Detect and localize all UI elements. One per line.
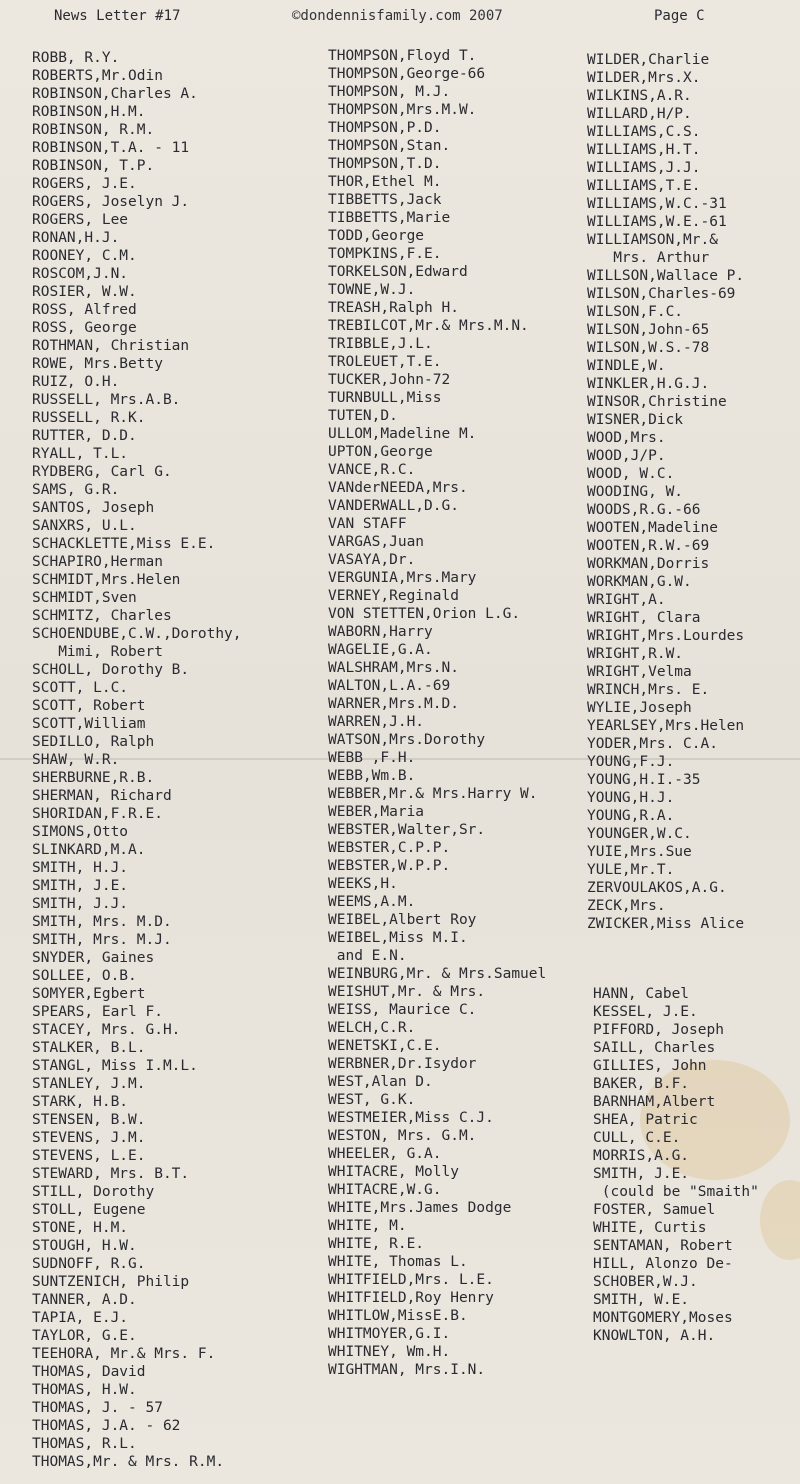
name-entry: CULL, C.E. [593, 1130, 681, 1146]
name-entry: YOUNG,H.J. [587, 790, 675, 806]
name-entry: YUIE,Mrs.Sue [587, 844, 692, 860]
name-entry: WRIGHT,Mrs.Lourdes [587, 628, 745, 644]
name-entry: TUCKER,John-72 [328, 372, 451, 388]
name-entry: WILLIAMS,C.S. [587, 124, 701, 140]
name-entry: WYLIE,Joseph [587, 700, 692, 716]
name-entry: THOMPSON,Mrs.M.W. [328, 102, 477, 118]
name-entry: Mimi, Robert [32, 644, 163, 660]
name-entry: THOMAS, David [32, 1364, 146, 1380]
name-entry: WILLIAMS,W.E.-61 [587, 214, 727, 230]
name-entry: SANTOS, Joseph [32, 500, 155, 516]
name-entry: SCHOENDUBE,C.W.,Dorothy, [32, 626, 242, 642]
name-entry: TIBBETTS,Marie [328, 210, 451, 226]
name-entry: WAGELIE,G.A. [328, 642, 433, 658]
name-entry: SMITH, Mrs. M.J. [32, 932, 172, 948]
name-entry: SCHMIDT,Mrs.Helen [32, 572, 181, 588]
name-entry: ROWE, Mrs.Betty [32, 356, 163, 372]
name-entry: WERBNER,Dr.Isydor [328, 1056, 477, 1072]
name-entry: THOMPSON,P.D. [328, 120, 442, 136]
name-entry: SCOTT, Robert [32, 698, 146, 714]
name-entry: SUNTZENICH, Philip [32, 1274, 190, 1290]
name-entry: THOMPSON,T.D. [328, 156, 442, 172]
name-entry: ULLOM,Madeline M. [328, 426, 477, 442]
name-entry: WILLARD,H/P. [587, 106, 692, 122]
name-entry: RUIZ, O.H. [32, 374, 120, 390]
name-entry: WILLIAMS,T.E. [587, 178, 701, 194]
name-entry: ROGERS, Lee [32, 212, 129, 228]
name-entry: PIFFORD, Joseph [593, 1022, 724, 1038]
name-entry: TAYLOR, G.E. [32, 1328, 137, 1344]
name-entry: THOMPSON,George-66 [328, 66, 486, 82]
name-entry: ROSIER, W.W. [32, 284, 137, 300]
name-entry: ROSCOM,J.N. [32, 266, 129, 282]
name-entry: KNOWLTON, A.H. [593, 1328, 716, 1344]
name-entry: WILDER,Mrs.X. [587, 70, 701, 86]
name-entry: WEIBEL,Albert Roy [328, 912, 477, 928]
name-entry: VAN STAFF [328, 516, 407, 532]
name-entry: WHITLOW,MissE.B. [328, 1308, 468, 1324]
name-entry: WOODING, W. [587, 484, 684, 500]
name-entry: STEVENS, J.M. [32, 1130, 146, 1146]
name-entry: WHITE, Thomas L. [328, 1254, 468, 1270]
name-entry: WARREN,J.H. [328, 714, 425, 730]
name-entry: THOMAS, R.L. [32, 1436, 137, 1452]
name-entry: SAMS, G.R. [32, 482, 120, 498]
name-entry: STEWARD, Mrs. B.T. [32, 1166, 190, 1182]
name-entry: WOOD,Mrs. [587, 430, 666, 446]
name-entry: WHITFIELD,Mrs. L.E. [328, 1272, 494, 1288]
name-entry: TREBILCOT,Mr.& Mrs.M.N. [328, 318, 529, 334]
name-entry: YOUNGER,W.C. [587, 826, 692, 842]
name-entry: STACEY, Mrs. G.H. [32, 1022, 181, 1038]
name-entry: YEARLSEY,Mrs.Helen [587, 718, 745, 734]
name-entry: VARGAS,Juan [328, 534, 425, 550]
name-column-1 [32, 49, 242, 1471]
name-entry: THOMAS, J.A. - 62 [32, 1418, 181, 1434]
name-entry: SCHOLL, Dorothy B. [32, 662, 190, 678]
name-entry: BAKER, B.F. [593, 1076, 690, 1092]
name-entry: THOMAS,Mr. & Mrs. R.M. [32, 1454, 225, 1470]
name-entry: STOLL, Eugene [32, 1202, 146, 1218]
name-entry: SCOTT, L.C. [32, 680, 129, 696]
name-entry: VON STETTEN,Orion L.G. [328, 606, 521, 622]
name-entry: WEBBER,Mr.& Mrs.Harry W. [328, 786, 538, 802]
name-entry: THOMPSON, M.J. [328, 84, 451, 100]
name-entry: KESSEL, J.E. [593, 1004, 698, 1020]
name-column-3 [587, 51, 744, 933]
name-entry: STILL, Dorothy [32, 1184, 155, 1200]
name-entry: MONTGOMERY,Moses [593, 1310, 733, 1326]
newsletter-title: News Letter #17 [54, 8, 181, 24]
name-entry: WHITACRE,W.G. [328, 1182, 442, 1198]
name-entry: SMITH, J.J. [32, 896, 129, 912]
name-entry: RUSSELL, R.K. [32, 410, 146, 426]
name-entry: STEVENS, L.E. [32, 1148, 146, 1164]
name-entry: ROBINSON,T.A. - 11 [32, 140, 190, 156]
name-entry: RUTTER, D.D. [32, 428, 137, 444]
name-entry: WOOD,J/P. [587, 448, 666, 464]
name-entry: WATSON,Mrs.Dorothy [328, 732, 486, 748]
name-entry: ROBB, R.Y. [32, 50, 120, 66]
name-entry: WOOTEN,R.W.-69 [587, 538, 710, 554]
name-entry: STANLEY, J.M. [32, 1076, 146, 1092]
name-entry: WILLIAMS,W.C.-31 [587, 196, 727, 212]
name-entry: WILKINS,A.R. [587, 88, 692, 104]
name-entry: Mrs. Arthur [587, 250, 710, 266]
name-entry: THOMPSON,Stan. [328, 138, 451, 154]
name-entry: TAPIA, E.J. [32, 1310, 129, 1326]
name-entry: UPTON,George [328, 444, 433, 460]
name-entry: SMITH, Mrs. M.D. [32, 914, 172, 930]
name-entry: SPEARS, Earl F. [32, 1004, 163, 1020]
name-entry: WINDLE,W. [587, 358, 666, 374]
name-entry: SLINKARD,M.A. [32, 842, 146, 858]
name-entry: VANDERWALL,D.G. [328, 498, 459, 514]
name-entry: SNYDER, Gaines [32, 950, 155, 966]
name-entry: WEEKS,H. [328, 876, 398, 892]
name-entry: WOODS,R.G.-66 [587, 502, 701, 518]
name-entry: THOR,Ethel M. [328, 174, 442, 190]
name-entry: ROGERS, Joselyn J. [32, 194, 190, 210]
name-entry: WHEELER, G.A. [328, 1146, 442, 1162]
name-entry: SCHOBER,W.J. [593, 1274, 698, 1290]
name-entry: WESTON, Mrs. G.M. [328, 1128, 477, 1144]
name-entry: TREASH,Ralph H. [328, 300, 459, 316]
name-entry: WOOD, W.C. [587, 466, 675, 482]
name-entry: WRIGHT,A. [587, 592, 666, 608]
name-entry: TOMPKINS,F.E. [328, 246, 442, 262]
page-label: Page C [654, 8, 705, 24]
name-entry: WEST, G.K. [328, 1092, 416, 1108]
name-entry: THOMPSON,Floyd T. [328, 48, 477, 64]
name-entry: YODER,Mrs. C.A. [587, 736, 718, 752]
name-entry: WHITE, R.E. [328, 1236, 425, 1252]
name-entry: WEBB,Wm.B. [328, 768, 416, 784]
name-entry: ZERVOULAKOS,A.G. [587, 880, 727, 896]
name-entry: TURNBULL,Miss [328, 390, 442, 406]
name-entry: WEISS, Maurice C. [328, 1002, 477, 1018]
name-entry: SCHAPIRO,Herman [32, 554, 163, 570]
name-entry: WABORN,Harry [328, 624, 433, 640]
name-entry: WORKMAN,Dorris [587, 556, 710, 572]
name-entry: WILLIAMS,H.T. [587, 142, 701, 158]
name-entry: WILSON,John-65 [587, 322, 710, 338]
name-entry: SCHACKLETTE,Miss E.E. [32, 536, 216, 552]
name-entry: WRIGHT,Velma [587, 664, 692, 680]
name-entry: SUDNOFF, R.G. [32, 1256, 146, 1272]
name-entry: SAILL, Charles [593, 1040, 716, 1056]
name-entry: ROSS, Alfred [32, 302, 137, 318]
name-entry: WHITFIELD,Roy Henry [328, 1290, 494, 1306]
name-entry: SENTAMAN, Robert [593, 1238, 733, 1254]
name-entry: SHERMAN, Richard [32, 788, 172, 804]
name-entry: WEISHUT,Mr. & Mrs. [328, 984, 486, 1000]
name-entry: TEEHORA, Mr.& Mrs. F. [32, 1346, 216, 1362]
copyright-watermark: ©dondennisfamily.com 2007 [292, 8, 503, 24]
name-entry: WEIBEL,Miss M.I. [328, 930, 468, 946]
name-entry: WEBSTER,C.P.P. [328, 840, 451, 856]
name-entry: WOOTEN,Madeline [587, 520, 718, 536]
name-entry: VANCE,R.C. [328, 462, 416, 478]
paper-stain [760, 1180, 800, 1260]
name-entry: ZWICKER,Miss Alice [587, 916, 745, 932]
name-entry: WRIGHT, Clara [587, 610, 701, 626]
name-entry: WEBER,Maria [328, 804, 425, 820]
name-entry: SHERBURNE,R.B. [32, 770, 155, 786]
name-entry: WILDER,Charlie [587, 52, 710, 68]
name-entry: SCHMITZ, Charles [32, 608, 172, 624]
name-entry: WIGHTMAN, Mrs.I.N. [328, 1362, 486, 1378]
name-entry: TROLEUET,T.E. [328, 354, 442, 370]
name-entry: STANGL, Miss I.M.L. [32, 1058, 198, 1074]
name-entry: ROBINSON,Charles A. [32, 86, 198, 102]
name-entry: THOMAS, J. - 57 [32, 1400, 163, 1416]
name-entry: WINSOR,Christine [587, 394, 727, 410]
name-entry: ROBINSON, R.M. [32, 122, 155, 138]
name-entry: WISNER,Dick [587, 412, 684, 428]
name-entry: TRIBBLE,J.L. [328, 336, 433, 352]
name-entry: WEBSTER,Walter,Sr. [328, 822, 486, 838]
name-entry: WILSON,W.S.-78 [587, 340, 710, 356]
name-entry: WEEMS,A.M. [328, 894, 416, 910]
name-entry: WELCH,C.R. [328, 1020, 416, 1036]
name-entry: MORRIS,A.G. [593, 1148, 690, 1164]
name-entry: SCOTT,William [32, 716, 146, 732]
name-entry: and E.N. [328, 948, 407, 964]
name-entry: WHITE, Curtis [593, 1220, 707, 1236]
name-entry: WESTMEIER,Miss C.J. [328, 1110, 494, 1126]
name-entry: WHITACRE, Molly [328, 1164, 459, 1180]
name-entry: GILLIES, John [593, 1058, 707, 1074]
name-entry: YOUNG,R.A. [587, 808, 675, 824]
name-entry: ROBINSON, T.P. [32, 158, 155, 174]
name-entry: WHITE, M. [328, 1218, 407, 1234]
name-entry: WEBSTER,W.P.P. [328, 858, 451, 874]
name-entry: SMITH, W.E. [593, 1292, 690, 1308]
name-entry: TODD,George [328, 228, 425, 244]
name-entry: ROONEY, C.M. [32, 248, 137, 264]
name-entry: SHEA, Patric [593, 1112, 698, 1128]
name-entry: THOMAS, H.W. [32, 1382, 137, 1398]
name-entry: YOUNG,F.J. [587, 754, 675, 770]
name-entry: TIBBETTS,Jack [328, 192, 442, 208]
name-entry: STONE, H.M. [32, 1220, 129, 1236]
name-entry: WILSON,Charles-69 [587, 286, 736, 302]
name-entry: VERGUNIA,Mrs.Mary [328, 570, 477, 586]
name-entry: WALSHRAM,Mrs.N. [328, 660, 459, 676]
name-entry: ROBINSON,H.M. [32, 104, 146, 120]
name-entry: WORKMAN,G.W. [587, 574, 692, 590]
name-column-4 [593, 985, 759, 1345]
name-entry: WILLIAMSON,Mr.& [587, 232, 718, 248]
name-entry: WRIGHT,R.W. [587, 646, 684, 662]
name-entry: WEST,Alan D. [328, 1074, 433, 1090]
name-entry: STOUGH, H.W. [32, 1238, 137, 1254]
name-entry: WENETSKI,C.E. [328, 1038, 442, 1054]
name-entry: ROGERS, J.E. [32, 176, 137, 192]
name-column-2 [328, 47, 546, 1379]
name-entry: BARNHAM,Albert [593, 1094, 716, 1110]
name-entry: RYDBERG, Carl G. [32, 464, 172, 480]
name-entry: HILL, Alonzo De- [593, 1256, 733, 1272]
name-entry: RYALL, T.L. [32, 446, 129, 462]
name-entry: SMITH, H.J. [32, 860, 129, 876]
name-entry: WILSON,F.C. [587, 304, 684, 320]
name-entry: WILLSON,Wallace P. [587, 268, 745, 284]
name-entry: HANN, Cabel [593, 986, 690, 1002]
name-entry: YOUNG,H.I.-35 [587, 772, 701, 788]
name-entry: ROSS, George [32, 320, 137, 336]
name-entry: SMITH, J.E. [32, 878, 129, 894]
name-entry: ROTHMAN, Christian [32, 338, 190, 354]
name-entry: RUSSELL, Mrs.A.B. [32, 392, 181, 408]
name-entry: WINKLER,H.G.J. [587, 376, 710, 392]
name-entry: WARNER,Mrs.M.D. [328, 696, 459, 712]
name-entry: SANXRS, U.L. [32, 518, 137, 534]
name-entry: WEINBURG,Mr. & Mrs.Samuel [328, 966, 547, 982]
name-entry: WEBB ,F.H. [328, 750, 416, 766]
name-entry: SHAW, W.R. [32, 752, 120, 768]
name-entry: TUTEN,D. [328, 408, 398, 424]
name-entry: SEDILLO, Ralph [32, 734, 155, 750]
name-entry: WILLIAMS,J.J. [587, 160, 701, 176]
name-entry: SHORIDAN,F.R.E. [32, 806, 163, 822]
name-entry: SOMYER,Egbert [32, 986, 146, 1002]
name-entry: SIMONS,Otto [32, 824, 129, 840]
name-entry: (could be "Smaith" [593, 1184, 759, 1200]
name-entry: ZECK,Mrs. [587, 898, 666, 914]
name-entry: STARK, H.B. [32, 1094, 129, 1110]
name-entry: SCHMIDT,Sven [32, 590, 137, 606]
name-entry: STALKER, B.L. [32, 1040, 146, 1056]
name-entry: WHITNEY, Wm.H. [328, 1344, 451, 1360]
name-entry: WRINCH,Mrs. E. [587, 682, 710, 698]
name-entry: FOSTER, Samuel [593, 1202, 716, 1218]
name-entry: YULE,Mr.T. [587, 862, 675, 878]
name-entry: RONAN,H.J. [32, 230, 120, 246]
name-entry: VERNEY,Reginald [328, 588, 459, 604]
name-entry: TOWNE,W.J. [328, 282, 416, 298]
name-entry: ROBERTS,Mr.Odin [32, 68, 163, 84]
name-entry: VANderNEEDA,Mrs. [328, 480, 468, 496]
name-entry: STENSEN, B.W. [32, 1112, 146, 1128]
name-entry: WHITMOYER,G.I. [328, 1326, 451, 1342]
name-entry: WHITE,Mrs.James Dodge [328, 1200, 512, 1216]
name-entry: SMITH, J.E. [593, 1166, 690, 1182]
name-entry: TORKELSON,Edward [328, 264, 468, 280]
name-entry: SOLLEE, O.B. [32, 968, 137, 984]
name-entry: VASAYA,Dr. [328, 552, 416, 568]
name-entry: WALTON,L.A.-69 [328, 678, 451, 694]
name-entry: TANNER, A.D. [32, 1292, 137, 1308]
